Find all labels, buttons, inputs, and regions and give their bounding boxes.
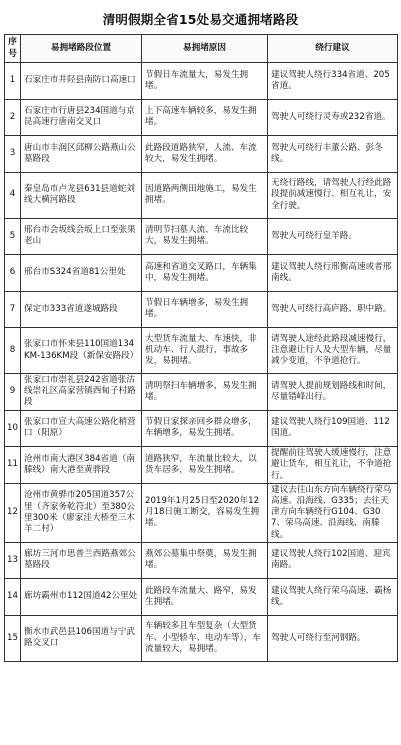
row-number: 6	[5, 255, 21, 292]
table-row	[5, 99, 398, 136]
row-advice: 建议去往山东方向车辆绕行荣乌高速、沿海线、G335；去往天津方向车辆绕行G104、G307、荣乌高速、沿海线、南滕线。	[268, 483, 398, 542]
row-reason: 节假日车流量大，易发生拥堵。	[142, 63, 268, 100]
row-location: 张家口市怀来县110国道134KM-136KM段（新保安路段）	[21, 328, 142, 374]
row-location: 保定市333省道遂城路段	[21, 291, 142, 328]
row-number: 3	[5, 136, 21, 173]
row-location: 廊坊三河市思普兰西路燕郊公墓路段	[21, 542, 142, 579]
row-number: 15	[5, 615, 21, 661]
header-advice: 绕行建议	[268, 35, 398, 63]
header-reason: 易拥堵原因	[142, 35, 268, 63]
table-row	[5, 447, 398, 484]
row-number: 14	[5, 579, 21, 616]
congestion-table	[4, 34, 398, 662]
row-reason: 上下高速车辆较多，易发生拥堵。	[142, 99, 268, 136]
row-location: 廊坊霸州市112国道42公里处	[21, 579, 142, 616]
row-location: 秦皇岛市卢龙县631县道蛇刘线大横河路段	[21, 172, 142, 218]
row-number: 7	[5, 291, 21, 328]
row-reason: 车辆较多且车型复杂（大型货车、小型轿车、电动车等），车流量较大，易拥堵。	[142, 615, 268, 661]
row-location: 邢台市S324省道81公里处	[21, 255, 142, 292]
row-location: 唐山市丰润区邱柳公路燕山公墓路段	[21, 136, 142, 173]
row-advice: 建议驾驶人绕行邢衡高速或者邢南线。	[268, 255, 398, 292]
table-row	[5, 63, 398, 100]
table-row	[5, 328, 398, 374]
table-row	[5, 218, 398, 255]
row-number: 12	[5, 483, 21, 542]
row-advice: 提醒前往驾驶人缓速慢行，注意避让货车，相互礼让，不争道抢行。	[268, 447, 398, 484]
row-reason: 因道路两侧田地施工，易发生拥堵。	[142, 172, 268, 218]
row-reason: 此路段道路狭窄，人流、车流较大，易发生拥堵。	[142, 136, 268, 173]
table-row	[5, 579, 398, 616]
row-number: 8	[5, 328, 21, 374]
row-advice: 驾驶人可绕行皇羊路。	[268, 218, 398, 255]
row-location: 石家庄市井陉县南防口高速口	[21, 63, 142, 100]
row-reason: 清明祭扫车辆增多，易发生拥堵。	[142, 374, 268, 411]
row-location: 张家口市崇礼县242省道张沽线崇礼区高家营镇西甸子村路段	[21, 374, 142, 411]
row-reason: 此路段车流量大、路窄，易发生拥堵。	[142, 579, 268, 616]
row-reason: 大型货车流量大、车速快，非机动车、行人混行，事故多发，易拥堵。	[142, 328, 268, 374]
header-location: 易拥堵路段位置	[21, 35, 142, 63]
table-row	[5, 255, 398, 292]
row-number: 5	[5, 218, 21, 255]
row-number: 4	[5, 172, 21, 218]
table-row	[5, 291, 398, 328]
row-location: 石家庄市行唐县234国道与京昆高速行唐南交叉口	[21, 99, 142, 136]
row-advice: 无绕行路线，请驾驶人行经此路段提前减速慢行、相互礼让，安全行驶。	[268, 172, 398, 218]
row-location: 邢台市会坂线会坂上口至张果老山	[21, 218, 142, 255]
row-reason: 节假日家探亲回乡群众增多，车辆增多，易发生拥堵。	[142, 410, 268, 447]
table-header-row	[5, 35, 398, 63]
row-number: 13	[5, 542, 21, 579]
row-number: 9	[5, 374, 21, 411]
row-reason: 燕郊公墓集中祭奠，易发生拥堵。	[142, 542, 268, 579]
row-location: 张家口市宣大高速公路化稍营口（阳原）	[21, 410, 142, 447]
row-reason: 节假日车辆增多，易发生拥堵。	[142, 291, 268, 328]
table-row	[5, 542, 398, 579]
row-number: 1	[5, 63, 21, 100]
row-advice: 建议驾驶人绕行109国道、112国道。	[268, 410, 398, 447]
document-title: 清明假期全省15处易交通拥堵路段	[102, 12, 299, 27]
row-advice: 建议驾驶人绕行334省道、205省道。	[268, 63, 398, 100]
row-advice: 驾驶人可绕行高庐路、职中路。	[268, 291, 398, 328]
row-number: 10	[5, 410, 21, 447]
row-location: 衡水市武邑县106国道与宁武路交叉口	[21, 615, 142, 661]
row-advice: 建议驾驶人绕行102国道、迎宾南路。	[268, 542, 398, 579]
table-row	[5, 136, 398, 173]
row-reason: 2019年1月25日至2020年12月18日施工断交，容易发生拥堵。	[142, 483, 268, 542]
row-location: 沧州市南大港区384省道（南滕线）南大港至黄骅段	[21, 447, 142, 484]
row-advice: 驾驶人可绕行至河钢路。	[268, 615, 398, 661]
table-row	[5, 615, 398, 661]
row-number: 2	[5, 99, 21, 136]
table-row	[5, 483, 398, 542]
row-advice: 请驾驶人提前规划路线和时间，尽量错峰出行。	[268, 374, 398, 411]
row-advice: 建议驾驶人绕行荣乌高速、霸杨线。	[268, 579, 398, 616]
row-advice: 请驾驶人途经此路段减速慢行，注意避让行人及大型车辆，尽量减少变道，不争道抢行。	[268, 328, 398, 374]
header-number: 序号	[5, 35, 21, 63]
row-reason: 高速和省道交叉路口，车辆集中，易发生拥堵。	[142, 255, 268, 292]
row-reason: 清明节扫墓人流、车流比较大，易发生拥堵。	[142, 218, 268, 255]
row-reason: 道路狭窄，车流量比较大，以货车居多，易发生拥堵。	[142, 447, 268, 484]
table-row	[5, 172, 398, 218]
row-location: 沧州市黄骅市205国道357公里（齐家务乾符北）至380公里300米（廖家洼大桥至三木羊二村）	[21, 483, 142, 542]
row-number: 11	[5, 447, 21, 484]
table-row	[5, 374, 398, 411]
row-advice: 驾驶人可绕行丰董公路、彭冬线。	[268, 136, 398, 173]
row-advice: 驾驶人可绕行灵寿或232省道。	[268, 99, 398, 136]
table-row	[5, 410, 398, 447]
